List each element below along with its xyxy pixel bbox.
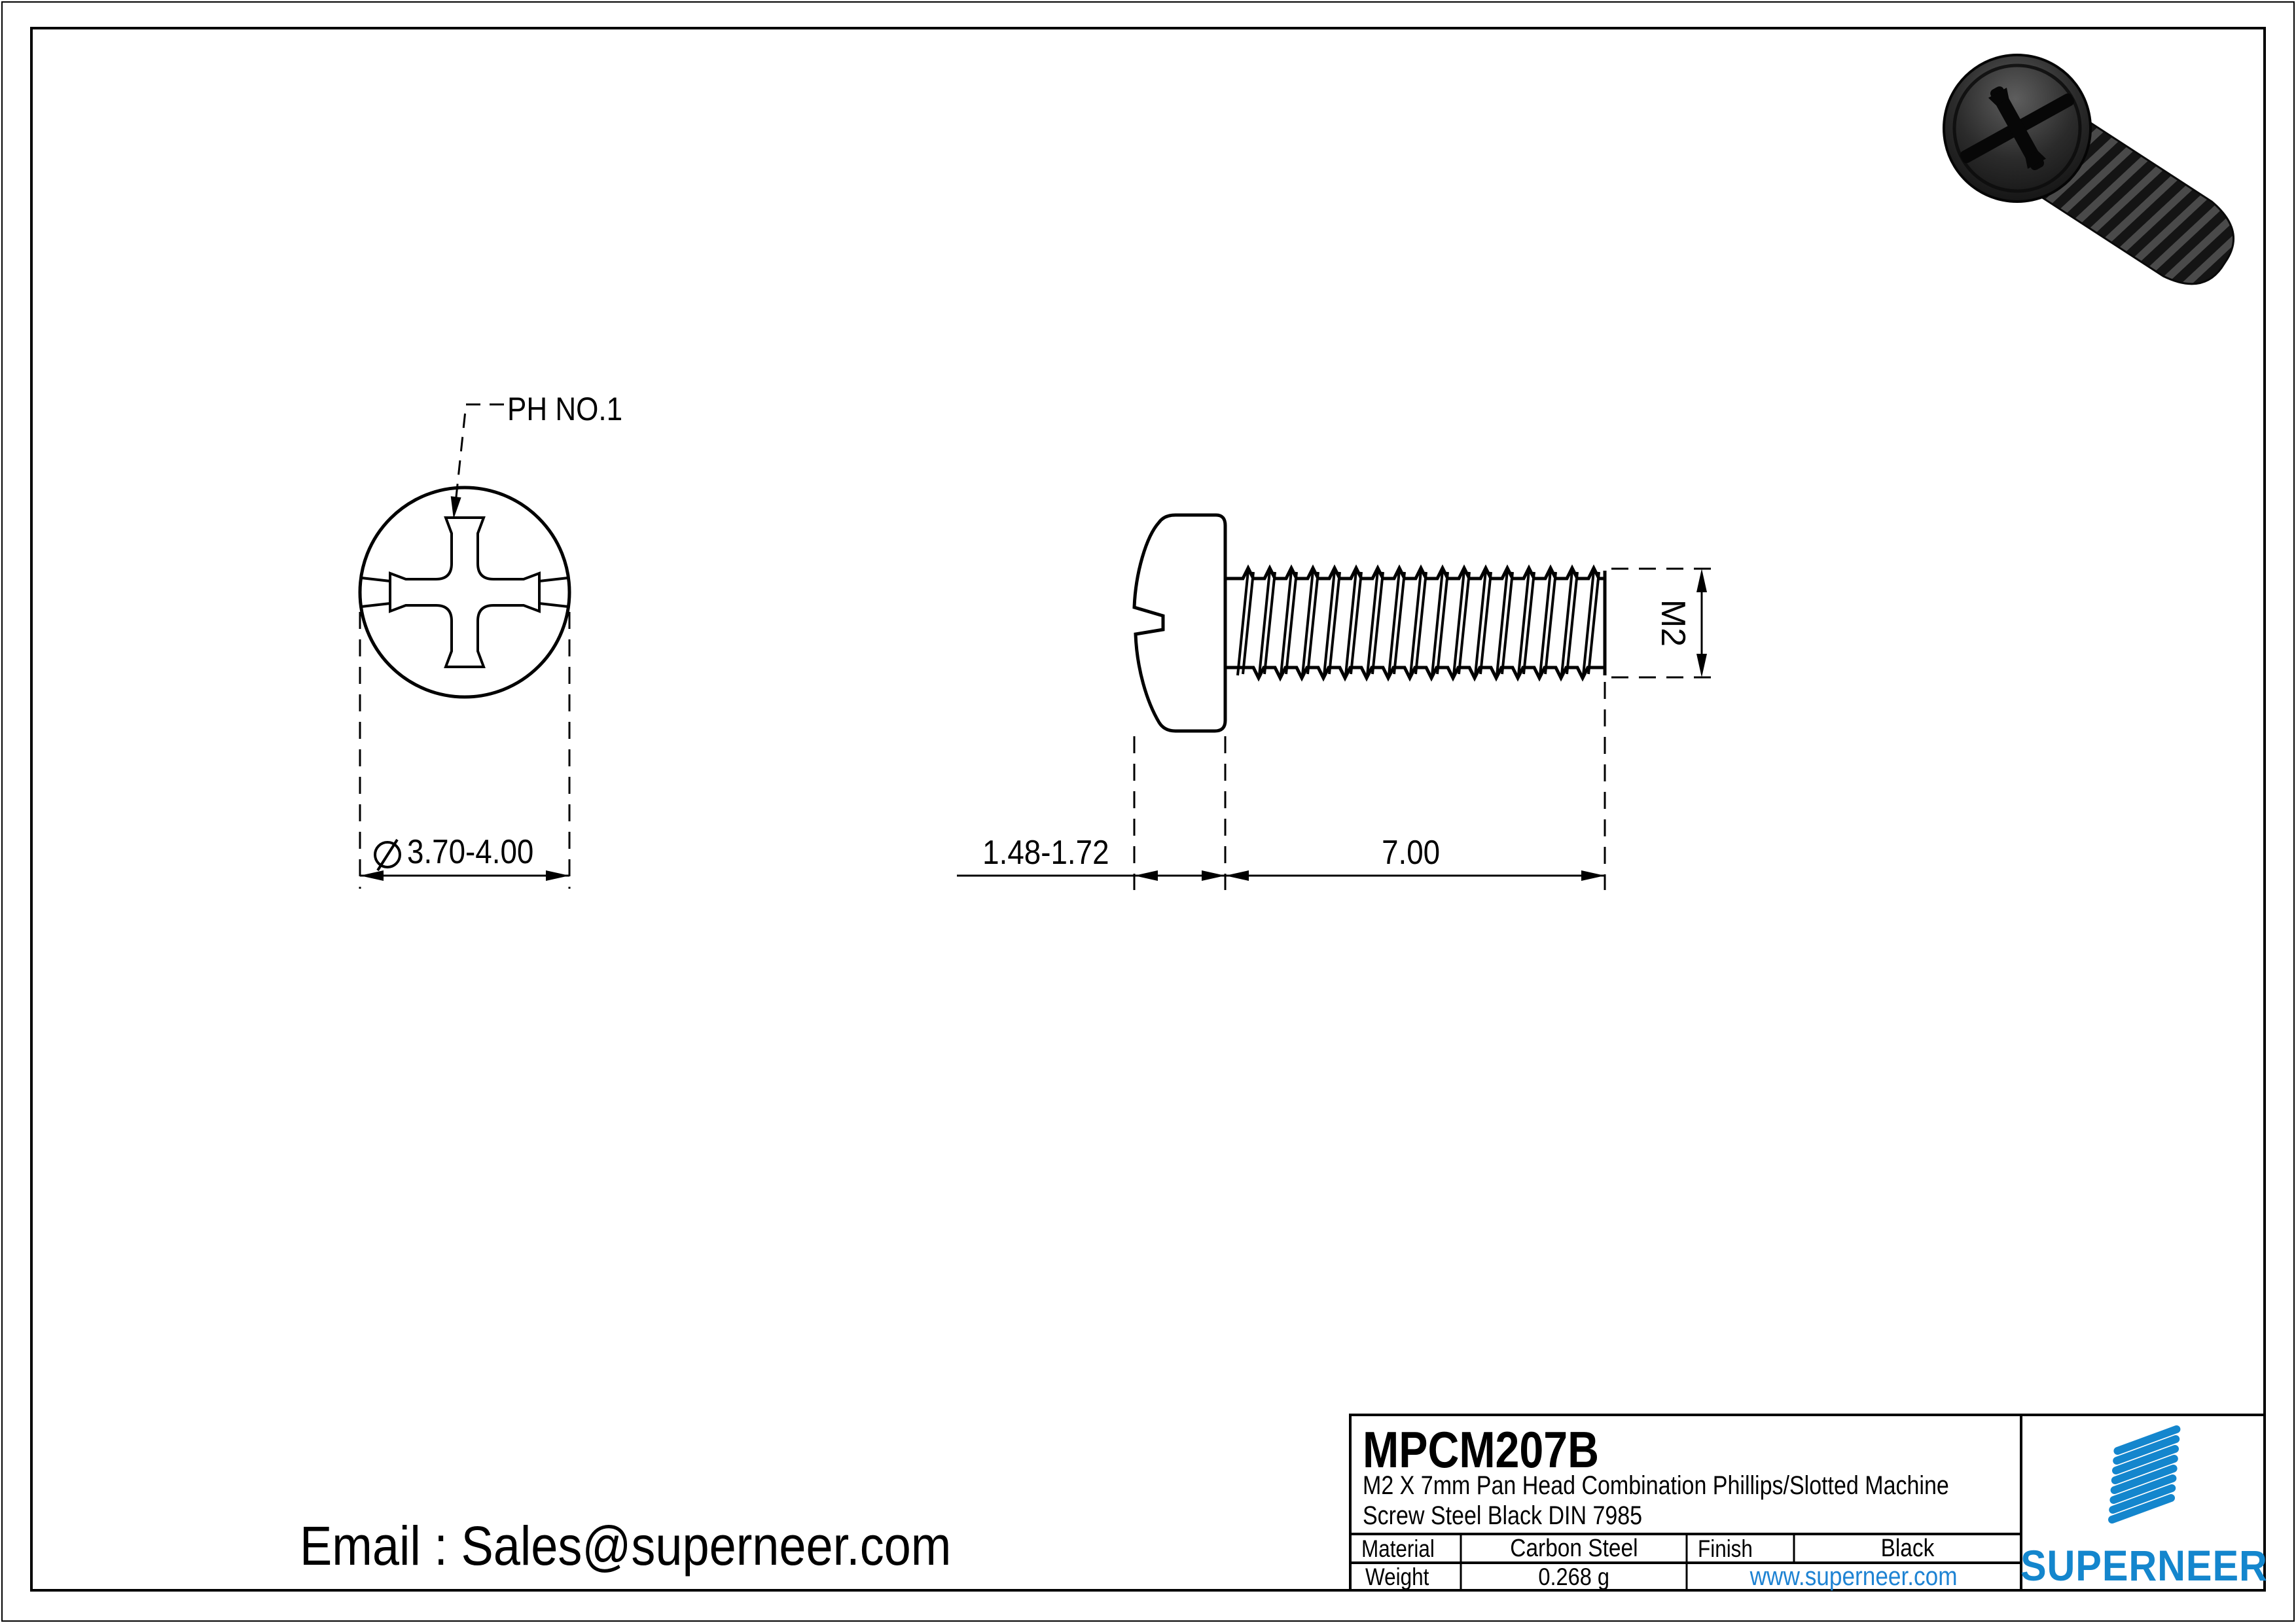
thread-flanks: [1238, 571, 1599, 675]
finish-value: Black: [1880, 1535, 1935, 1562]
ph-leader-arrow: [451, 496, 461, 519]
drawing-frame: [31, 28, 2268, 1590]
front-view: [360, 404, 569, 889]
ph-drive-label: PH NO.1: [507, 391, 623, 427]
head-height-label: 1.48-1.72: [982, 834, 1109, 872]
thread-length-label: 7.00: [1382, 834, 1441, 872]
diameter-symbol: [375, 840, 400, 870]
email-text: Email : Sales@superneer.com: [300, 1515, 952, 1577]
thread-size-label: M2: [1654, 599, 1692, 647]
material-value: Carbon Steel: [1509, 1535, 1638, 1562]
superneer-logo-stripes: [2112, 1429, 2176, 1520]
material-label: Material: [1361, 1535, 1435, 1562]
phillips-cross: [390, 518, 539, 667]
screw-3d-render: [1914, 24, 2267, 329]
thread-bottom-crests: [1240, 668, 1605, 678]
head-diameter-label: 3.70-4.00: [407, 833, 534, 871]
weight-label: Weight: [1365, 1563, 1429, 1590]
superneer-logo-text: SUPERNEER: [2020, 1541, 2268, 1590]
website-link[interactable]: www.superneer.com: [1750, 1562, 1958, 1591]
head-profile: [1134, 515, 1225, 731]
finish-label: Finish: [1698, 1535, 1753, 1562]
part-number: MPCM207B: [1363, 1421, 1600, 1478]
description-line2: Screw Steel Black DIN 7985: [1363, 1501, 1643, 1530]
outer-border: [2, 2, 2294, 1621]
description-line1: M2 X 7mm Pan Head Combination Phillips/Slotted Machine: [1363, 1471, 1949, 1500]
weight-value: 0.268 g: [1538, 1563, 1609, 1590]
